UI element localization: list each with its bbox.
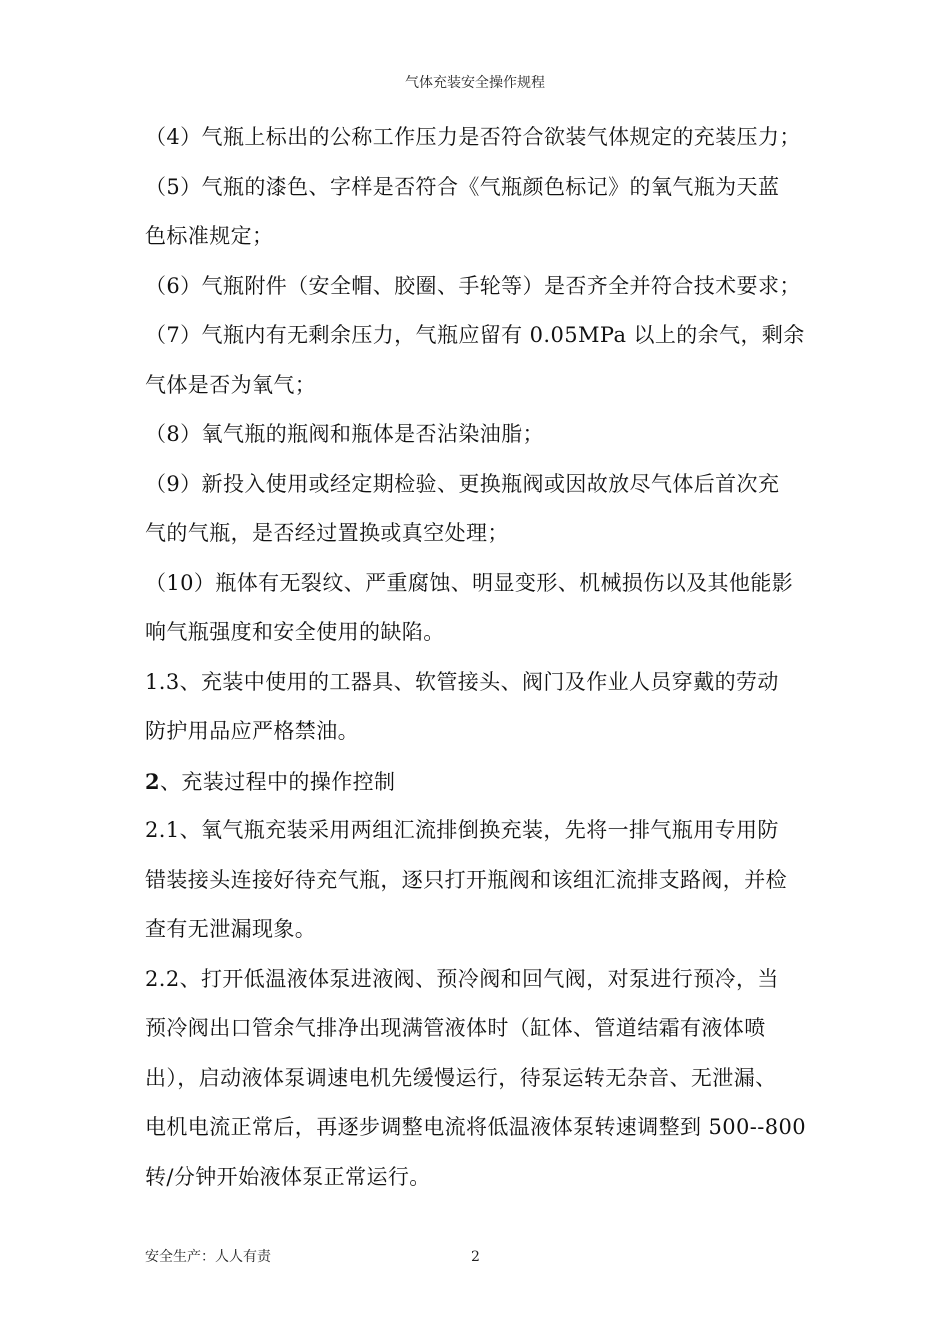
text-line: 2.2、打开低温液体泵进液阀、预冷阀和回气阀，对泵进行预冷，当: [145, 966, 779, 991]
text-line: 电机电流正常后，再逐步调整电流将低温液体泵转速调整到 500--800: [145, 1115, 807, 1139]
footer-slogan: 安全生产：人人有责: [145, 1249, 271, 1265]
text-line: 气的气瓶，是否经过置换或真空处理；: [145, 521, 509, 545]
text-line: 气体是否为氧气；: [145, 372, 317, 397]
text-line: （10）瓶体有无裂纹、严重腐蚀、明显变形、机械损伤以及其他能影: [145, 570, 794, 595]
section-number: 2: [145, 768, 161, 794]
text-line: 出），启动液体泵调速电机先缓慢运行，待泵运转无杂音、无泄漏、: [145, 1065, 777, 1090]
text-line: （9）新投入使用或经定期检验、更换瓶阀或因故放尽气体后首次充: [145, 471, 780, 496]
header-title: 气体充装安全操作规程: [405, 75, 545, 91]
page-footer: [145, 1248, 805, 1268]
text-line: （5）气瓶的漆色、字样是否符合《气瓶颜色标记》的氧气瓶为天蓝: [145, 174, 780, 199]
text-line: 响气瓶强度和安全使用的缺陷。: [145, 620, 445, 644]
document-body: [145, 113, 805, 1202]
text-line: 2.1、氧气瓶充装采用两组汇流排倒换充装，先将一排气瓶用专用防: [145, 818, 779, 842]
checklist-item-5: [145, 163, 805, 262]
text-line: 色标准规定；: [145, 224, 274, 248]
text-line: 查有无泄漏现象。: [145, 917, 317, 941]
checklist-item-6: [145, 262, 805, 312]
section-2-2: [145, 955, 805, 1203]
text-line: 错装接头连接好待充气瓶，逐只打开瓶阀和该组汇流排支路阀，并检: [145, 867, 787, 892]
heading-line: [145, 757, 805, 807]
checklist-item-10: [145, 559, 805, 658]
text-line: （8）氧气瓶的瓶阀和瓶体是否沾染油脂；: [145, 422, 544, 446]
section-1-3: [145, 658, 805, 757]
checklist-item-4: [145, 113, 805, 163]
checklist-item-9: [145, 460, 805, 559]
text-line: （6）气瓶附件（安全帽、胶圈、手轮等）是否齐全并符合技术要求；: [145, 273, 801, 298]
header-rule: [145, 100, 805, 101]
text-line: （7）气瓶内有无剩余压力，气瓶应留有 0.05MPa 以上的余气，剩余: [145, 323, 805, 347]
text-line: 防护用品应严格禁油。: [145, 719, 359, 743]
checklist-item-8: [145, 410, 805, 460]
page-number: 2: [471, 1249, 480, 1265]
page-header: [0, 74, 950, 92]
checklist-item-7: [145, 311, 805, 410]
text-line: 预冷阀出口管余气排净出现满管液体时（缸体、管道结霜有液体喷: [145, 1016, 766, 1040]
text-line: （4）气瓶上标出的公称工作压力是否符合欲装气体规定的充装压力；: [145, 125, 801, 149]
section-2-1: [145, 806, 805, 955]
text-line: 1.3、充装中使用的工器具、软管接头、阀门及作业人员穿戴的劳动: [145, 669, 779, 694]
text-line: 转/分钟开始液体泵正常运行。: [145, 1164, 431, 1189]
section-title: 、充装过程中的操作控制: [160, 769, 396, 794]
section-2-heading: [145, 757, 805, 807]
